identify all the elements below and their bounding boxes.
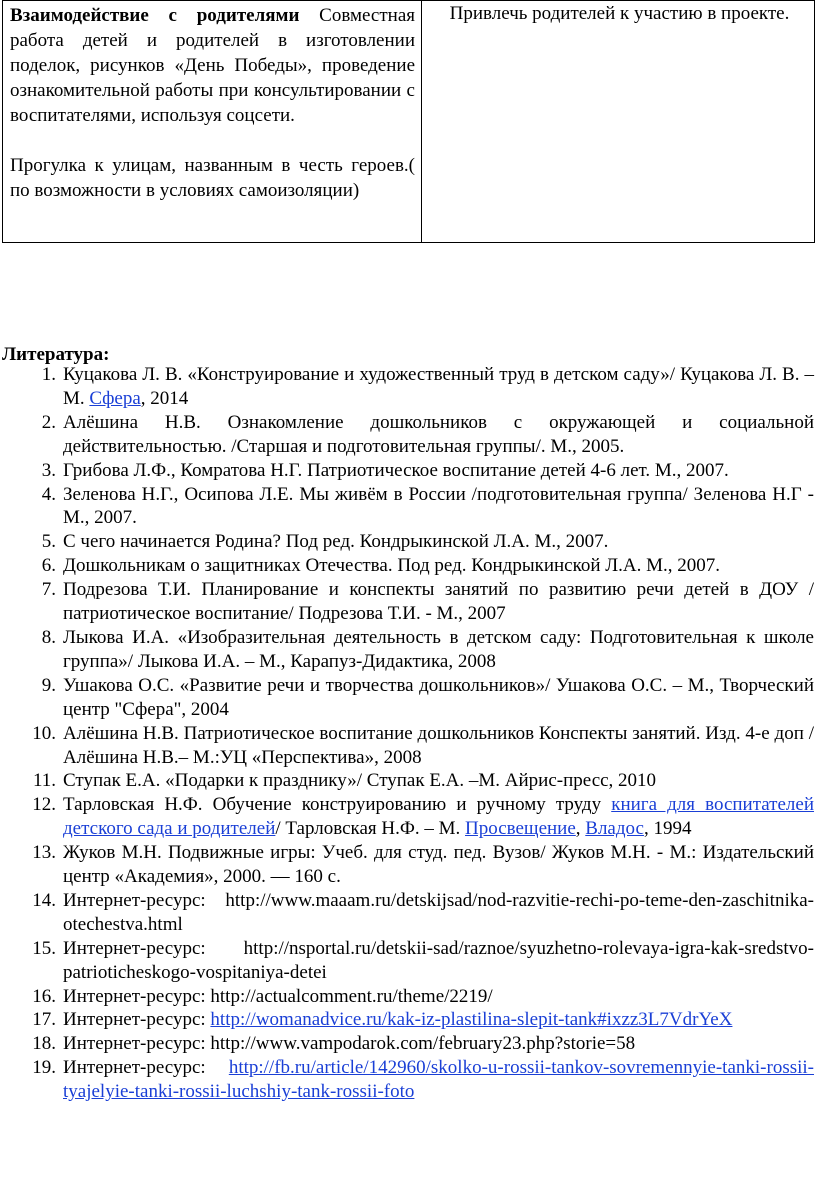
- literature-item: [0, 674, 814, 722]
- literature-item: [0, 769, 814, 793]
- activity-heading: Взаимодействие с родителями: [10, 5, 300, 26]
- literature-item-text: Тарловская Н.Ф. Обучение конструированию и ручному труду: [63, 794, 612, 816]
- literature-item-text: , 1994: [643, 818, 692, 840]
- literature-link[interactable]: http://fb.ru/article/142960/skolko-u-rossii-tankov-sovremennyie-tanki-rossii-tyajelyie-tanki-rossii-luchshiy-tank-rossii-foto: [63, 1057, 814, 1103]
- literature-item-text: Дошкольникам о защитниках Отечества. Под ред. Кондрыкинской Л.А. М., 2007.: [63, 555, 721, 577]
- literature-item-number: 7.: [41, 579, 56, 601]
- literature-item-number: 9.: [41, 674, 56, 696]
- literature-item: [0, 411, 814, 459]
- literature-item: [0, 483, 814, 531]
- literature-item-text: Интернет-ресурс:: [63, 1057, 229, 1079]
- literature-item-text: Интернет-ресурс: http://actualcomment.ru/theme/2219/: [63, 985, 493, 1007]
- literature-item-number: 13.: [32, 842, 56, 864]
- literature-item-number: 12.: [32, 794, 56, 816]
- literature-item-text: Лыкова И.А. «Изобразительная деятельность в детском саду: Подготовительная к школе группа»/ Лыкова И.А. – М., Карапуз-Дидактика, 2008: [63, 626, 814, 672]
- walk-paragraph: Прогулка к улицам, названным в честь героев.( по возможности в условиях самоизоляции): [10, 155, 415, 201]
- literature-item-text: Куцакова Л. В. «Конструирование и художественный труд в детском саду»/ Куцакова Л. В. –М.: [63, 364, 814, 409]
- literature-item-number: 2.: [41, 411, 56, 433]
- literature-item: [0, 841, 814, 889]
- table-cell-activities: [3, 1, 422, 243]
- literature-item-number: 11.: [32, 770, 56, 792]
- literature-item-number: 10.: [32, 722, 56, 744]
- activity-paragraph: [10, 3, 415, 128]
- literature-item-number: 17.: [32, 1009, 56, 1031]
- literature-item: [0, 889, 814, 937]
- literature-link[interactable]: http://womanadvice.ru/kak-iz-plastilina-slepit-tank#ixzz3L7VdrYeX: [210, 1009, 733, 1031]
- literature-item-number: 14.: [32, 889, 56, 911]
- literature-item: [0, 459, 814, 483]
- literature-item-text: , 2014: [140, 387, 189, 409]
- literature-item-number: 16.: [32, 985, 56, 1007]
- literature-item: [0, 530, 814, 554]
- literature-link[interactable]: Просвещение: [465, 818, 576, 840]
- literature-title: Литература:: [2, 344, 110, 365]
- literature-item-number: 5.: [41, 531, 56, 553]
- literature-item-text: Интернет-ресурс:: [63, 1009, 211, 1031]
- literature-item-text: Интернет-ресурс: http://nsportal.ru/detskii-sad/raznoe/syuzhetno-rolevaya-igra-kak-sredstvo-patrioticheskogo-vospitaniya-detei: [63, 937, 814, 983]
- literature-item: [0, 626, 814, 674]
- literature-item-number: 6.: [41, 555, 56, 577]
- literature-item: [0, 1008, 814, 1032]
- literature-item-text: Алёшина Н.В. Патриотическое воспитание дошкольников Конспекты занятий. Изд. 4-е доп / Алёшина Н.В.– М.:УЦ «Перспектива», 2008: [63, 722, 814, 768]
- literature-link[interactable]: книга для воспитателей детского сада и родителей: [63, 794, 815, 840]
- table-cell-goal: [422, 1, 815, 243]
- activity-text: Совместная работа детей и родителей в изготовлении поделок, рисунков «День Победы», проведение ознакомительной работы при консультировании с воспитателями, используя соцсети.: [10, 5, 416, 126]
- literature-item-number: 18.: [32, 1033, 56, 1055]
- literature-item-text: ,: [575, 818, 586, 840]
- literature-item: [0, 1056, 814, 1104]
- table-row: [3, 1, 815, 243]
- literature-item: [0, 363, 814, 411]
- literature-item-text: / Тарловская Н.Ф. – М.: [275, 818, 466, 840]
- literature-item-text: Жуков М.Н. Подвижные игры: Учеб. для студ. пед. Вузов/ Жуков М.Н. - М.: Издательский центр «Академия», 2000. — 160 с.: [63, 842, 814, 888]
- literature-item-number: 8.: [41, 626, 56, 648]
- literature-item: [0, 578, 814, 626]
- literature-item-text: Подрезова Т.И. Планирование и конспекты занятий по развитию речи детей в ДОУ /патриотическое воспитание/ Подрезова Т.И. - М., 2007: [63, 579, 814, 625]
- literature-item-number: 19.: [32, 1057, 56, 1079]
- literature-link[interactable]: Сфера: [89, 387, 141, 409]
- goal-text: Привлечь родителей к участию в проекте.: [449, 3, 790, 24]
- plan-table: [2, 0, 815, 243]
- literature-item-text: Ушакова О.С. «Развитие речи и творчества дошкольников»/ Ушакова О.С. – М., Творческий центр "Сфера", 2004: [63, 674, 814, 720]
- literature-item-text: С чего начинается Родина? Под ред. Кондрыкинской Л.А. М., 2007.: [63, 531, 609, 553]
- literature-item: [0, 937, 814, 985]
- literature-item: [0, 1032, 814, 1056]
- literature-item-text: Интернет-ресурс: http://www.vampodarok.com/february23.php?storie=58: [63, 1033, 636, 1055]
- literature-item-number: 1.: [41, 364, 56, 385]
- literature-item-number: 3.: [41, 459, 56, 481]
- literature-item-text: Грибова Л.Ф., Комратова Н.Г. Патриотическое воспитание детей 4-6 лет. М., 2007.: [63, 459, 729, 481]
- literature-link[interactable]: Владос: [585, 818, 644, 840]
- literature-item: [0, 554, 814, 578]
- literature-item-number: 4.: [41, 483, 56, 505]
- literature-item: [0, 793, 814, 841]
- literature-item-text: Зеленова Н.Г., Осипова Л.Е. Мы живём в России /подготовительная группа/ Зеленова Н.Г - М., 2007.: [63, 483, 814, 529]
- literature-item: [0, 985, 814, 1009]
- literature-item-text: Алёшина Н.В. Ознакомление дошкольников с окружающей и социальной действительностью. /Старшая и подготовительная группы/. М., 2005.: [63, 411, 814, 457]
- literature-item-text: Интернет-ресурс: http://www.maaam.ru/detskijsad/nod-razvitie-rechi-po-teme-den-zaschitnika-otechestva.html: [63, 889, 814, 935]
- literature-list: [0, 363, 814, 1104]
- literature-item-number: 15.: [32, 937, 56, 959]
- literature-item-text: Ступак Е.А. «Подарки к празднику»/ Ступак Е.А. –М. Айрис-пресс, 2010: [63, 770, 657, 792]
- literature-item: [0, 722, 814, 770]
